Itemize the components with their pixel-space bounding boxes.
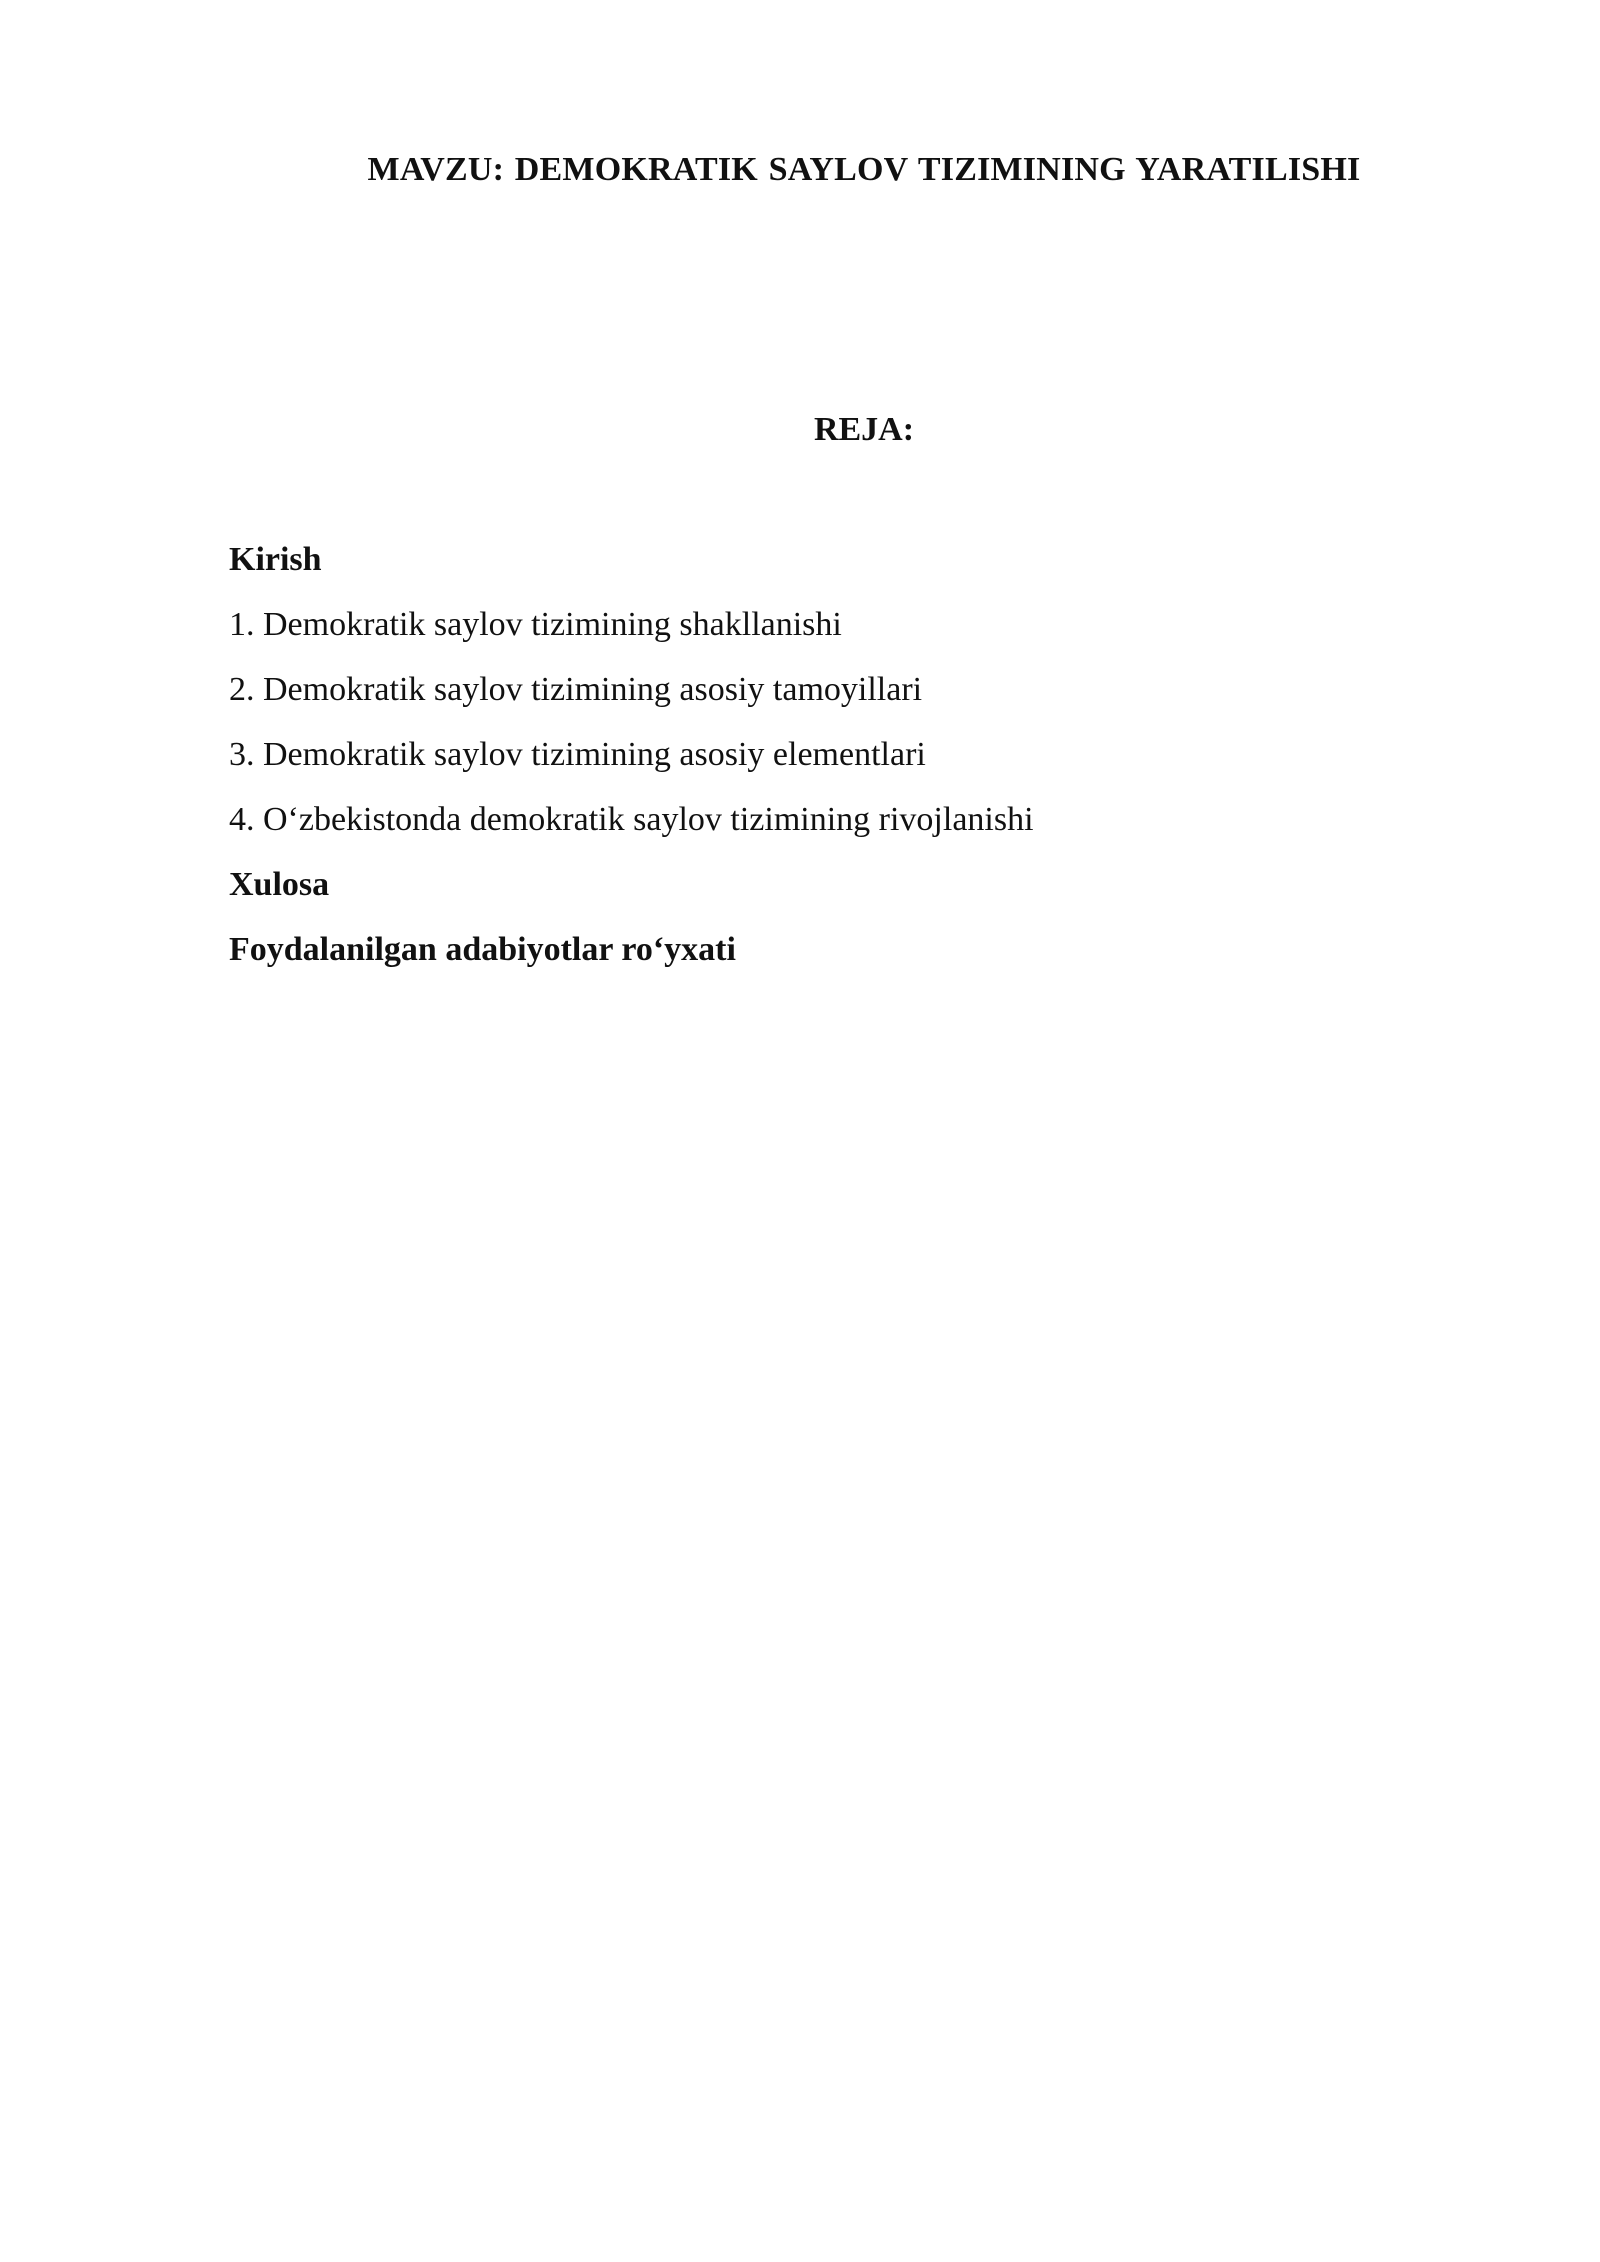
plan-item-1: 1. Demokratik saylov tizimining shakllanishi bbox=[229, 606, 842, 643]
plan-item-conclusion: Xulosa bbox=[229, 866, 330, 903]
plan-list bbox=[229, 540, 1034, 995]
plan-item-2: 2. Demokratik saylov tizimining asosiy tamoyillari bbox=[229, 671, 923, 708]
plan-item-introduction: Kirish bbox=[229, 541, 322, 578]
plan-heading: REJA: bbox=[813, 411, 915, 448]
document-title: MAVZU: DEMOKRATIK SAYLOV TIZIMINING YARATILISHI bbox=[367, 151, 1361, 188]
plan-item-references: Foydalanilgan adabiyotlar ro‘yxati bbox=[229, 931, 736, 968]
plan-item-3: 3. Demokratik saylov tizimining asosiy elementlari bbox=[229, 736, 926, 773]
plan-item-4: 4. O‘zbekistonda demokratik saylov tizimining rivojlanishi bbox=[229, 801, 1034, 838]
